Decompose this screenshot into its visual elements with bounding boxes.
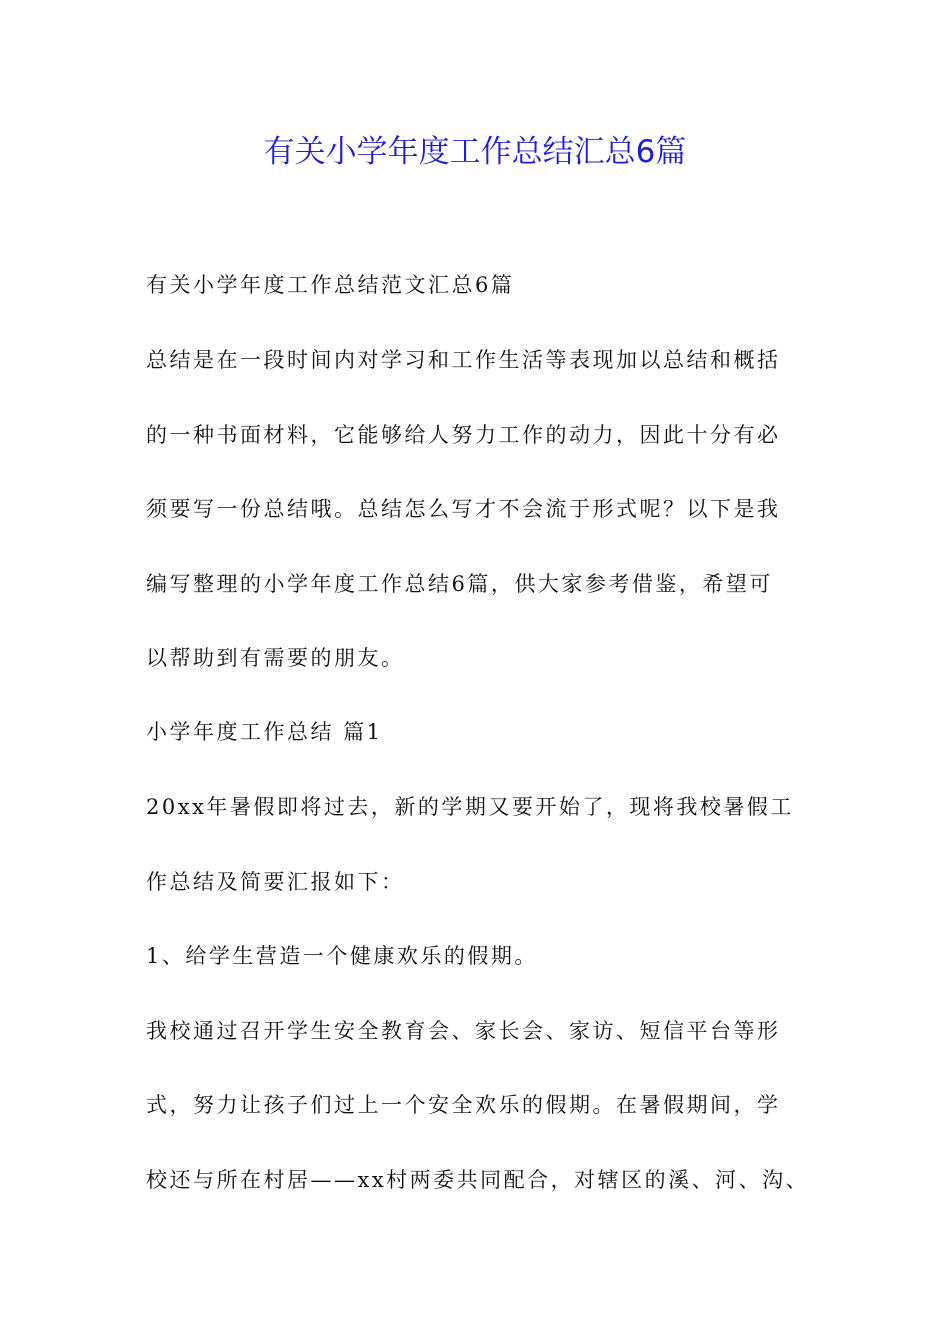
paragraph-line: 以帮助到有需要的朋友。: [146, 646, 405, 670]
paragraph-line: 我校通过召开学生安全教育会、家长会、家访、短信平台等形: [146, 1019, 781, 1043]
paragraph-line: 须要写一份总结哦。总结怎么写才不会流于形式呢？以下是我: [146, 497, 781, 521]
paragraph-line: 式，努力让孩子们过上一个安全欢乐的假期。在暑假期间，学: [146, 1093, 781, 1117]
paragraph-line: 20xx年暑假即将过去，新的学期又要开始了，现将我校暑假工: [146, 795, 794, 819]
section-heading: 小学年度工作总结 篇1: [146, 720, 383, 744]
paragraph-line: 总结是在一段时间内对学习和工作生活等表现加以总结和概括: [146, 348, 781, 372]
document-title: 有关小学年度工作总结汇总6篇: [263, 134, 687, 170]
paragraph-line: 的一种书面材料，它能够给人努力工作的动力，因此十分有必: [146, 423, 781, 447]
list-item-heading: 1、给学生营造一个健康欢乐的假期。: [146, 944, 538, 968]
paragraph-line: 作总结及简要汇报如下：: [146, 870, 405, 894]
subtitle-line: 有关小学年度工作总结范文汇总6篇: [146, 273, 515, 297]
paragraph-line: 校还与所在村居——xx村两委共同配合，对辖区的溪、河、沟、: [146, 1168, 810, 1192]
paragraph-line: 编写整理的小学年度工作总结6篇，供大家参考借鉴，希望可: [146, 572, 773, 596]
